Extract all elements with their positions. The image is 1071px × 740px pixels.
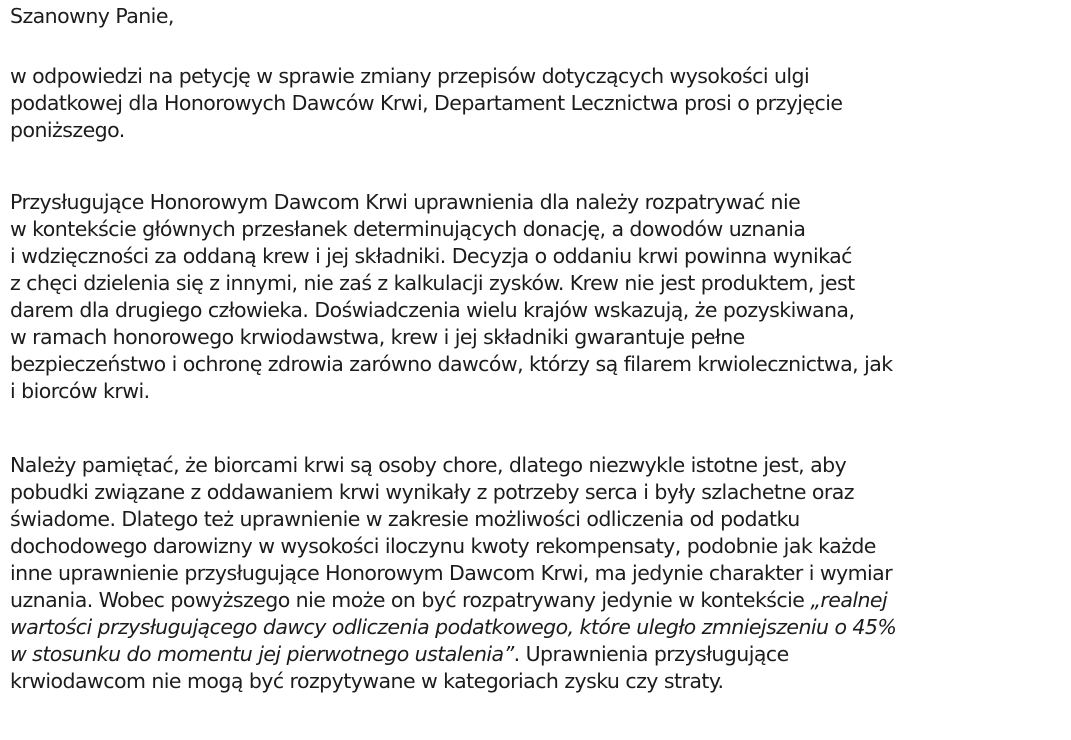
paragraph2-line4: z chęci dzielenia się z innymi, nie zaś z kalkulacji zysków. Krew nie jest produktem, jest — [10, 271, 855, 295]
paragraph3-quote-end: w stosunku do momentu jej pierwotnego ustalenia” — [10, 642, 514, 666]
paragraph3-line6 — [10, 587, 887, 614]
paragraph3-line8-plain: . Uprawnienia przysługujące — [513, 642, 789, 666]
paragraph3-line3: świadome. Dlatego też uprawnienie w zakresie możliwości odliczenia od podatku — [10, 507, 800, 531]
paragraph3-line6-plain: uznania. Wobec powyższego nie może on być rozpatrywany jedynie w kontekście — [10, 588, 811, 612]
paragraph3-line2: pobudki związane z oddawaniem krwi wynikały z potrzeby serca i były szlachetne oraz — [10, 480, 854, 504]
paragraph2-line1: Przysługujące Honorowym Dawcom Krwi uprawnienia dla należy rozpatrywać nie — [10, 190, 801, 214]
paragraph3-line5: inne uprawnienie przysługujące Honorowym Dawcom Krwi, ma jedynie charakter i wymiar — [10, 561, 893, 585]
paragraph2-line5: darem dla drugiego człowieka. Doświadczenia wielu krajów wskazują, że pozyskiwana, — [10, 298, 855, 322]
paragraph1-line2: podatkowej dla Honorowych Dawców Krwi, Departament Lecznictwa prosi o przyjęcie — [10, 91, 843, 115]
paragraph3-line8 — [10, 641, 789, 668]
paragraph2-line8: i biorców krwi. — [10, 379, 150, 403]
paragraph1-line3: poniższego. — [10, 118, 125, 142]
paragraph2-line3: i wdzięczności za oddaną krew i jej składniki. Decyzja o oddaniu krwi powinna wynikać — [10, 244, 852, 268]
paragraph1-line1: w odpowiedzi na petycję w sprawie zmiany przepisów dotyczących wysokości ulgi — [10, 64, 810, 88]
paragraph3-line7-quote: wartości przysługującego dawcy odliczenia podatkowego, które uległo zmniejszeniu o 45% — [10, 615, 897, 639]
paragraph3-quote-start: „realnej — [810, 588, 888, 612]
paragraph2-line2: w kontekście głównych przesłanek determinujących donację, a dowodów uznania — [10, 217, 806, 241]
paragraph2-line7: bezpieczeństwo i ochronę zdrowia zarówno dawców, którzy są filarem krwiolecznictwa, jak — [10, 352, 893, 376]
paragraph2-line6: w ramach honorowego krwiodawstwa, krew i jej składniki gwarantuje pełne — [10, 325, 745, 349]
paragraph3-line1: Należy pamiętać, że biorcami krwi są osoby chore, dlatego niezwykle istotne jest, aby — [10, 453, 847, 477]
paragraph3-line9: krwiodawcom nie mogą być rozpytywane w kategoriach zysku czy straty. — [10, 669, 724, 693]
paragraph3-line4: dochodowego darowizny w wysokości iloczynu kwoty rekompensaty, podobnie jak każde — [10, 534, 876, 558]
salutation: Szanowny Panie, — [10, 4, 174, 28]
